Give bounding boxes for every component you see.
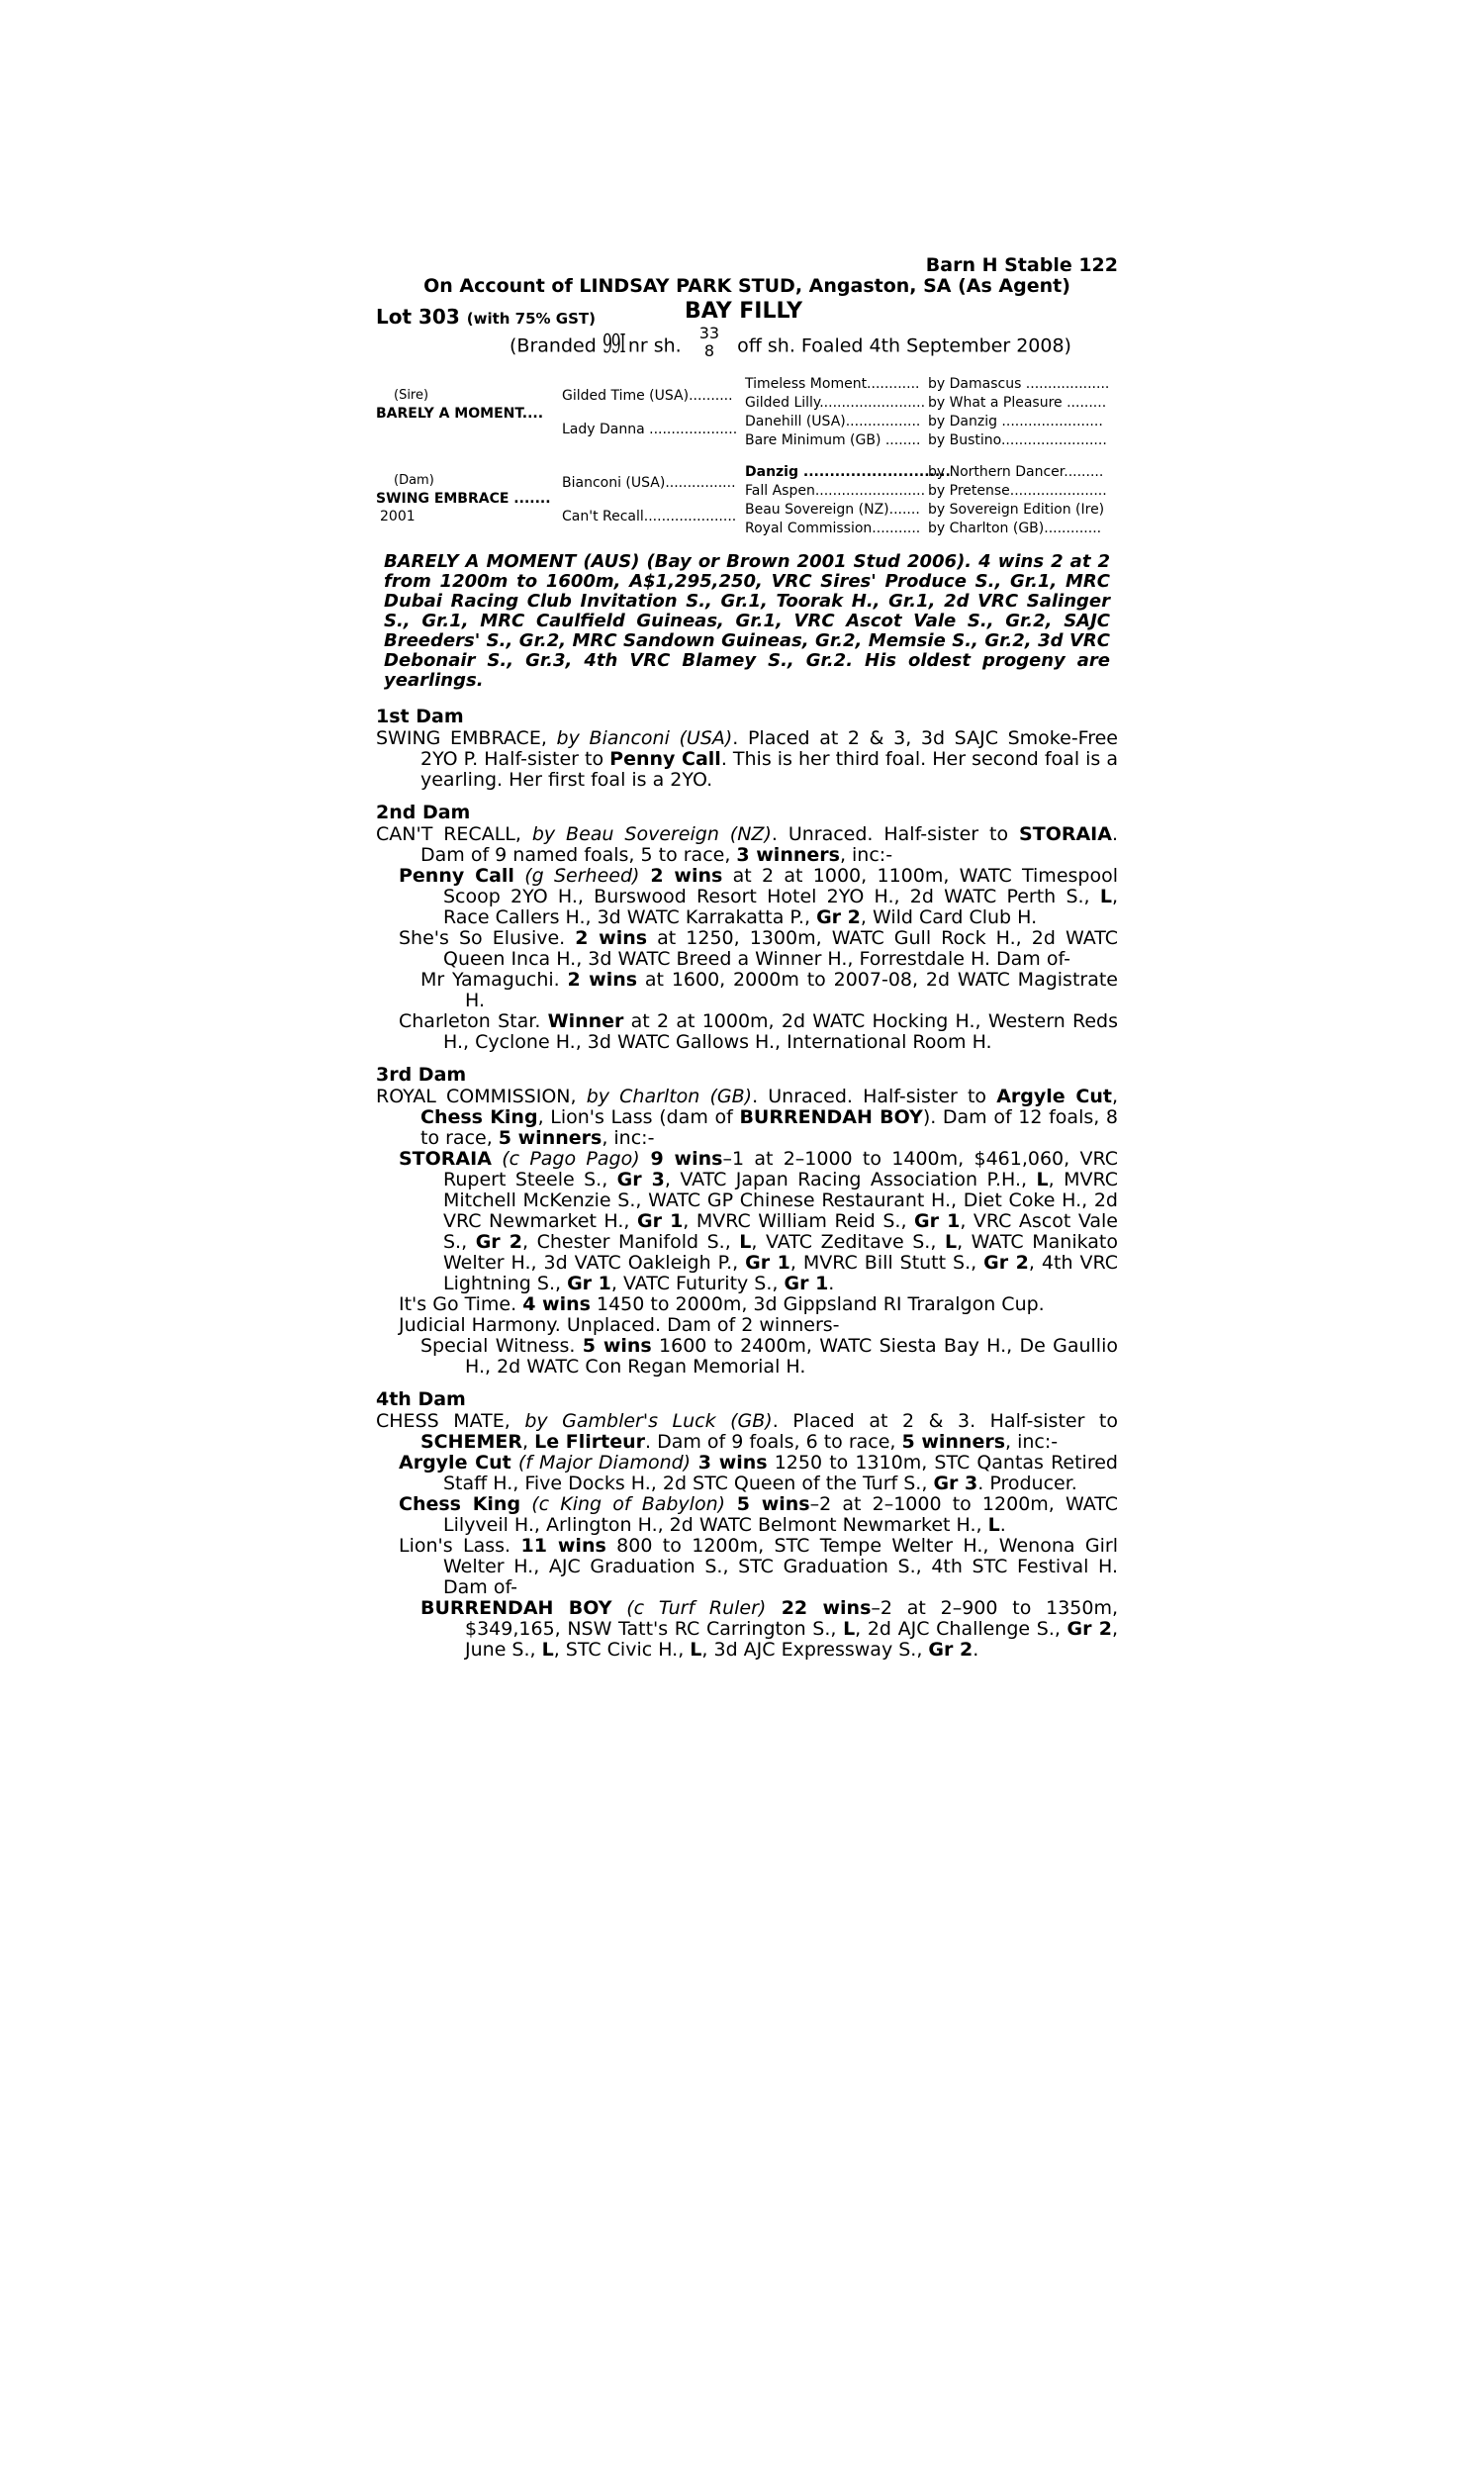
pedigree-g2: Gilded Lilly........................: [745, 395, 926, 411]
pedigree-g1: Gilded Time (USA)..........: [562, 388, 733, 404]
brand-mark: 99I: [602, 329, 625, 359]
progeny-entry: Lion's Lass. 11 wins 800 to 1200m, STC Tempe Welter H., Wenona Girl Welter H., AJC Graduation S., STC Graduation S., 4th STC Festival H. Dam of-: [399, 1535, 1118, 1598]
catalogue-page: [376, 255, 1118, 1661]
progeny-entry: Chess King (c King of Babylon) 5 wins–2 at 2–1000 to 1200m, WATC Lilyveil H., Arlington H., 2d WATC Belmont Newmarket H., L.: [399, 1493, 1119, 1536]
pedigree-g2: Beau Sovereign (NZ).......: [745, 502, 920, 518]
brand-fraction: 33 8: [698, 324, 720, 360]
dam-name: SWING EMBRACE .......: [376, 491, 551, 507]
pedigree-g2: Danzig ............................: [745, 464, 951, 480]
progeny-entry: It's Go Time. 4 wins 1450 to 2000m, 3d Gippsland RI Traralgon Cup.: [399, 1293, 1045, 1315]
pedigree-g3: by Pretense......................: [928, 483, 1107, 499]
vendor-line: On Account of LINDSAY PARK STUD, Angaston, SA (As Agent): [423, 275, 1070, 297]
sire-tag: (Sire): [394, 388, 429, 403]
dam1-heading: 1st Dam: [376, 706, 464, 727]
sire-name: BARELY A MOMENT....: [376, 406, 544, 422]
pedigree-g3: by Danzig .......................: [928, 414, 1103, 429]
dam3-heading: 3rd Dam: [376, 1064, 467, 1086]
barn-stable: Barn H Stable 122: [925, 254, 1118, 276]
pedigree-table: [376, 370, 1118, 538]
dam2-heading: 2nd Dam: [376, 802, 471, 823]
pedigree-g1: Lady Danna ....................: [562, 422, 738, 437]
pedigree-g1: Bianconi (USA)................: [562, 475, 736, 491]
progeny-entry: Judicial Harmony. Unplaced. Dam of 2 winners-: [399, 1314, 840, 1336]
pedigree-g2: Danehill (USA).................: [745, 414, 921, 429]
progeny-entry: STORAIA (c Pago Pago) 9 wins–1 at 2–1000 to 1400m, $461,060, VRC Rupert Steele S., Gr 3, VATC Japan Racing Association P.H., L, MVRC Mitchell McKenzie S., WATC GP Chinese Restaurant H., Diet Coke H., 2d VRC Newmarket H., Gr 1, MVRC William Reid S., Gr 1, VRC Ascot Vale S., Gr 2, Chester Manifold S., L, VATC Zeditave S., L, WATC Manikato Welter H., 3d VATC Oakleigh P., Gr 1, MVRC Bill Stutt S., Gr 2, 4th VRC Lightning S., Gr 1, VATC Futurity S., Gr 1.: [399, 1148, 1118, 1294]
pedigree-g2: Royal Commission...........: [745, 521, 921, 536]
pedigree-g3: by What a Pleasure .........: [928, 395, 1107, 411]
pedigree-g3: by Northern Dancer.........: [928, 464, 1104, 480]
dam-year: 2001: [380, 509, 416, 524]
pedigree-g1: Can't Recall.....................: [562, 509, 737, 524]
lot-number: Lot 303 (with 75% GST): [376, 305, 596, 329]
progeny-entry: BURRENDAH BOY (c Turf Ruler) 22 wins–2 at 2–900 to 1350m, $349,165, NSW Tatt's RC Carrington S., L, 2d AJC Challenge S., Gr 2, June S., L, STC Civic H., L, 3d AJC Expressway S., Gr 2.: [420, 1597, 1119, 1661]
sire-note: BARELY A MOMENT (AUS) (Bay or Brown 2001 Stud 2006). 4 wins 2 at 2 from 1200m to 1600m, A$1,295,250, VRC Sires' Produce S., Gr.1, MRC Dubai Racing Club Invitation S., Gr.1, Toorak H., Gr.1, 2d VRC Salinger S., Gr.1, MRC Caulfield Guineas, Gr.1, VRC Ascot Vale S., Gr.2, SAJC Breeders' S., Gr.2, MRC Sandown Guineas, Gr.2, Memsie S., Gr.2, 3d VRC Debonair S., Gr.3, 4th VRC Blamey S., Gr.2. His oldest progeny are yearlings.: [384, 551, 1110, 691]
pedigree-g3: by Bustino........................: [928, 432, 1107, 448]
pedigree-g2: Bare Minimum (GB) ........: [745, 432, 921, 448]
progeny-entry: Argyle Cut (f Major Diamond) 3 wins 1250 to 1310m, STC Qantas Retired Staff H., Five Docks H., 2d STC Queen of the Turf S., Gr 3. Producer.: [399, 1452, 1118, 1494]
pedigree-g3: by Damascus ...................: [928, 376, 1110, 392]
progeny-entry: Mr Yamaguchi. 2 wins at 1600, 2000m to 2007-08, 2d WATC Magistrate H.: [420, 969, 1118, 1011]
progeny-entry: She's So Elusive. 2 wins at 1250, 1300m, WATC Gull Rock H., 2d WATC Queen Inca H., 3d WATC Breed a Winner H., Forrestdale H. Dam of-: [399, 927, 1118, 970]
pedigree-g2: Fall Aspen.........................: [745, 483, 926, 499]
dam4-heading: 4th Dam: [376, 1388, 466, 1410]
pedigree-g3: by Sovereign Edition (Ire): [928, 502, 1105, 518]
dam1-entry: SWING EMBRACE, by Bianconi (USA). Placed at 2 & 3, 3d SAJC Smoke-Free 2YO P. Half-sister to Penny Call. This is her third foal. Her second foal is a yearling. Her first foal is a 2YO.: [376, 727, 1119, 791]
lot-line: [376, 301, 1118, 329]
progeny-entry: Penny Call (g Serheed) 2 wins at 2 at 1000, 1100m, WATC Timespool Scoop 2YO H., Burswood Resort Hotel 2YO H., 2d WATC Perth S., L, Race Callers H., 3d WATC Karrakatta P., Gr 2, Wild Card Club H.: [399, 865, 1118, 928]
sex-colour: BAY FILLY: [685, 299, 803, 324]
dam3-entry: ROYAL COMMISSION, by Charlton (GB). Unraced. Half-sister to Argyle Cut, Chess King, Lion's Lass (dam of BURRENDAH BOY). Dam of 12 foals, 8 to race, 5 winners, inc:-: [376, 1086, 1119, 1149]
pedigree-g2: Timeless Moment............: [745, 376, 920, 392]
progeny-entry: Charleton Star. Winner at 2 at 1000m, 2d WATC Hocking H., Western Reds H., Cyclone H., 3d WATC Gallows H., International Room H.: [399, 1010, 1118, 1053]
brand-line: (Branded 99I nr sh. 33 8 off sh. Foaled 4th September 2008): [510, 324, 1071, 360]
dam-tag: (Dam): [394, 473, 434, 488]
dam2-entry: CAN'T RECALL, by Beau Sovereign (NZ). Unraced. Half-sister to STORAIA. Dam of 9 named foals, 5 to race, 3 winners, inc:-: [376, 823, 1118, 866]
progeny-entry: Special Witness. 5 wins 1600 to 2400m, WATC Siesta Bay H., De Gaullio H., 2d WATC Con Regan Memorial H.: [420, 1335, 1118, 1378]
dam4-entry: CHESS MATE, by Gambler's Luck (GB). Placed at 2 & 3. Half-sister to SCHEMER, Le Flirteur. Dam of 9 foals, 6 to race, 5 winners, inc:-: [376, 1410, 1118, 1453]
pedigree-g3: by Charlton (GB).............: [928, 521, 1102, 536]
